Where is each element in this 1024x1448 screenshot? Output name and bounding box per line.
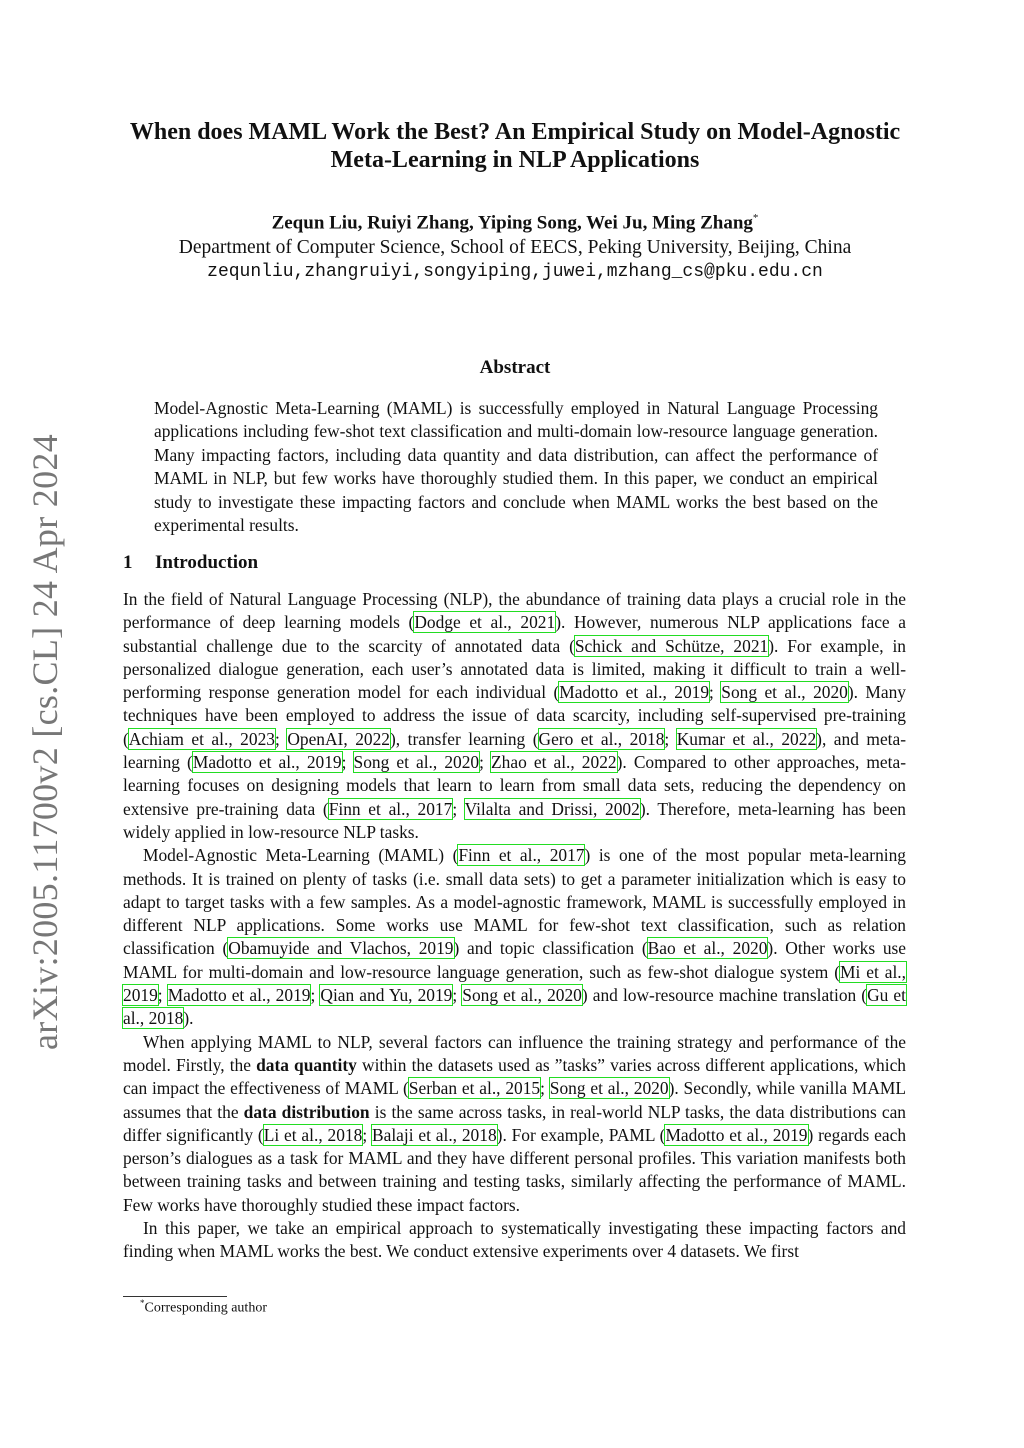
citation-link[interactable]: Gu et al., 2018	[123, 985, 906, 1029]
body-paragraph	[123, 1217, 906, 1264]
citation-link[interactable]: Vilalta and Drissi, 2002	[464, 798, 640, 819]
citation-link[interactable]: Finn et al., 2017	[458, 845, 585, 866]
citation-link[interactable]: Madotto et al., 2019	[192, 752, 342, 773]
section-title: Introduction	[155, 552, 259, 573]
body-text: within the datasets used as ”tasks” varies across different applications, which can impact the effectiveness of MAML (	[123, 1054, 907, 1099]
citation-link[interactable]: Kumar et al., 2022	[676, 728, 817, 749]
section-number: 1	[123, 552, 133, 573]
body-text: ;	[452, 798, 465, 819]
body-text: ;	[362, 1124, 372, 1145]
citation-link[interactable]: Bao et al., 2020	[647, 938, 768, 959]
body-text: ) regards each person’s dialogues as a task for MAML and they have different personal profiles. This variation manifests both between training tasks and between training and testing tasks, similarly affecting the performance of MAML. Few works have thoroughly studied these impact factors.	[123, 1124, 907, 1215]
body-text: ) is one of the most popular meta-learning methods. It is trained on plenty of tasks (i.e. small data sets) to get a parameter initialization which is easy to adapt to target tasks with a few samples. As a model-agnostic framework, MAML is successfully employed in different NLP applications. Some works use MAML for few-shot text classification, such as relation classification (	[123, 845, 906, 959]
body-paragraph	[123, 1031, 906, 1217]
body-text: ;	[310, 985, 321, 1006]
body-text: ;	[274, 728, 288, 749]
body-text: ;	[479, 752, 492, 773]
citation-link[interactable]: Schick and Schütze, 2021	[574, 635, 769, 656]
citation-link[interactable]: Achiam et al., 2023	[128, 728, 275, 749]
citation-link[interactable]: Gero et al., 2018	[538, 728, 665, 749]
body-text: ;	[709, 682, 722, 703]
body-text: ), and meta-learning (	[123, 728, 907, 773]
body-text: ) and low-resource machine translation (	[581, 985, 868, 1006]
affiliation: Department of Computer Science, School of EECS, Peking University, Beijing, China	[178, 237, 852, 258]
footnote-mark: *	[140, 1298, 145, 1308]
bold-term: data distribution	[243, 1101, 370, 1122]
body-text: is the same across tasks, in real-world NLP tasks, the data distributions can differ significantly (	[123, 1101, 906, 1145]
title-line-1: When does MAML Work the Best? An Empirical Study on Model-Agnostic	[129, 119, 901, 145]
body-text: ), transfer learning (	[389, 728, 539, 749]
footnote-rule	[123, 1296, 227, 1297]
citation-link[interactable]: Serban et al., 2015	[408, 1078, 541, 1099]
body-text: ). Secondly, while vanilla MAML assumes that the	[123, 1078, 906, 1122]
footnote	[140, 1298, 267, 1317]
body-text: Model-Agnostic Meta-Learning (MAML) (	[143, 845, 459, 866]
body-text: ) and topic classification (	[453, 938, 648, 959]
citation-link[interactable]: Song et al., 2020	[721, 682, 848, 703]
citation-link[interactable]: Madotto et al., 2019	[167, 985, 311, 1006]
abstract-body: Model-Agnostic Meta-Learning (MAML) is successfully employed in Natural Language Processing applications including few-shot text classification and multi-domain low-resource language generation. Many impacting factors, including data quantity and data distribution, can affect the performance of MAML in NLP, but few works have thoroughly studied them. In this paper, we conduct an empirical study to investigate these impacting factors and conclude when MAML works the best based on the experimental results.	[154, 398, 878, 536]
citation-link[interactable]: Finn et al., 2017	[328, 798, 453, 819]
body-paragraph	[123, 844, 906, 1030]
body-text: When applying MAML to NLP, several factors can influence the training strategy and performance of the model. Firstly, the	[123, 1031, 906, 1075]
citation-link[interactable]: Zhao et al., 2022	[491, 752, 617, 773]
citation-link[interactable]: Li et al., 2018	[263, 1124, 363, 1145]
title-line-2: Meta-Learning in NLP Applications	[330, 147, 700, 173]
citation-link[interactable]: Madotto et al., 2019	[665, 1124, 808, 1145]
body-text: ). Other works use MAML for multi-domain and low-resource language generation, such as few-shot dialogue system (	[123, 938, 907, 982]
body-text: In this paper, we take an empirical approach to systematically investigating these impacting factors and finding when MAML works the best. We conduct extensive experiments over 4 datasets. We first	[123, 1218, 906, 1262]
citation-link[interactable]: Qian and Yu, 2019	[320, 985, 453, 1006]
citation-link[interactable]: OpenAI, 2022	[287, 728, 390, 749]
citation-link[interactable]: Obamuyide and Vlachos, 2019	[228, 938, 454, 959]
author-footnote-mark: *	[752, 212, 759, 224]
body-text: ). However, numerous NLP applications face a substantial challenge due to the scarcity of annotated data (	[123, 612, 907, 656]
body-text: ). For example, in personalized dialogue generation, each user’s annotated data is limited, making it difficult to train a well-performing response generation model for each individual (	[123, 635, 906, 703]
citation-link[interactable]: Dodge et al., 2021	[414, 612, 556, 633]
body-text: In the field of Natural Language Processing (NLP), the abundance of training data plays a crucial role in the performance of deep learning models (	[123, 589, 906, 633]
body-text: ;	[540, 1078, 550, 1099]
citation-link[interactable]: Madotto et al., 2019	[559, 682, 710, 703]
author-list	[100, 212, 930, 234]
section-heading-introduction	[123, 552, 258, 574]
body-paragraph	[123, 588, 906, 844]
arxiv-side-stamp: arXiv:2005.11700v2 [cs.CL] 24 Apr 2024	[25, 434, 65, 1050]
citation-link[interactable]: Song et al., 2020	[462, 985, 582, 1006]
abstract-heading: Abstract	[479, 357, 551, 378]
citation-link[interactable]: Mi et al., 2019	[123, 961, 906, 1006]
footnote-text: Corresponding author	[144, 1300, 267, 1316]
body-text: ). For example, PAML (	[496, 1124, 666, 1145]
bold-term: data quantity	[256, 1054, 357, 1075]
body-text: ). Many techniques have been employed to address the issue of data scarcity, including self-supervised pre-training (	[123, 682, 906, 749]
body-text: ;	[341, 752, 354, 773]
body-text: ).	[183, 1008, 194, 1029]
authors-text: Zequn Liu, Ruiyi Zhang, Yiping Song, Wei Ju, Ming Zhang	[271, 212, 753, 234]
paper-title	[100, 118, 930, 174]
body-text: ). Therefore, meta-learning has been widely applied in low-resource NLP tasks.	[123, 798, 906, 842]
citation-link[interactable]: Song et al., 2020	[353, 752, 480, 773]
email-address[interactable]: zequnliu,zhangruiyi,songyiping,juwei,mzhang_cs@pku.edu.cn	[207, 262, 823, 282]
introduction-body	[123, 588, 906, 1264]
body-text: ;	[157, 985, 168, 1006]
body-text: ;	[664, 728, 677, 749]
citation-link[interactable]: Song et al., 2020	[549, 1078, 669, 1099]
body-text: ;	[452, 985, 463, 1006]
body-text: ). Compared to other approaches, meta-learning focuses on designing models that learn to learn from small data sets, reducing the dependency on extensive pre-training data (	[123, 752, 906, 819]
citation-link[interactable]: Balaji et al., 2018	[372, 1124, 497, 1145]
